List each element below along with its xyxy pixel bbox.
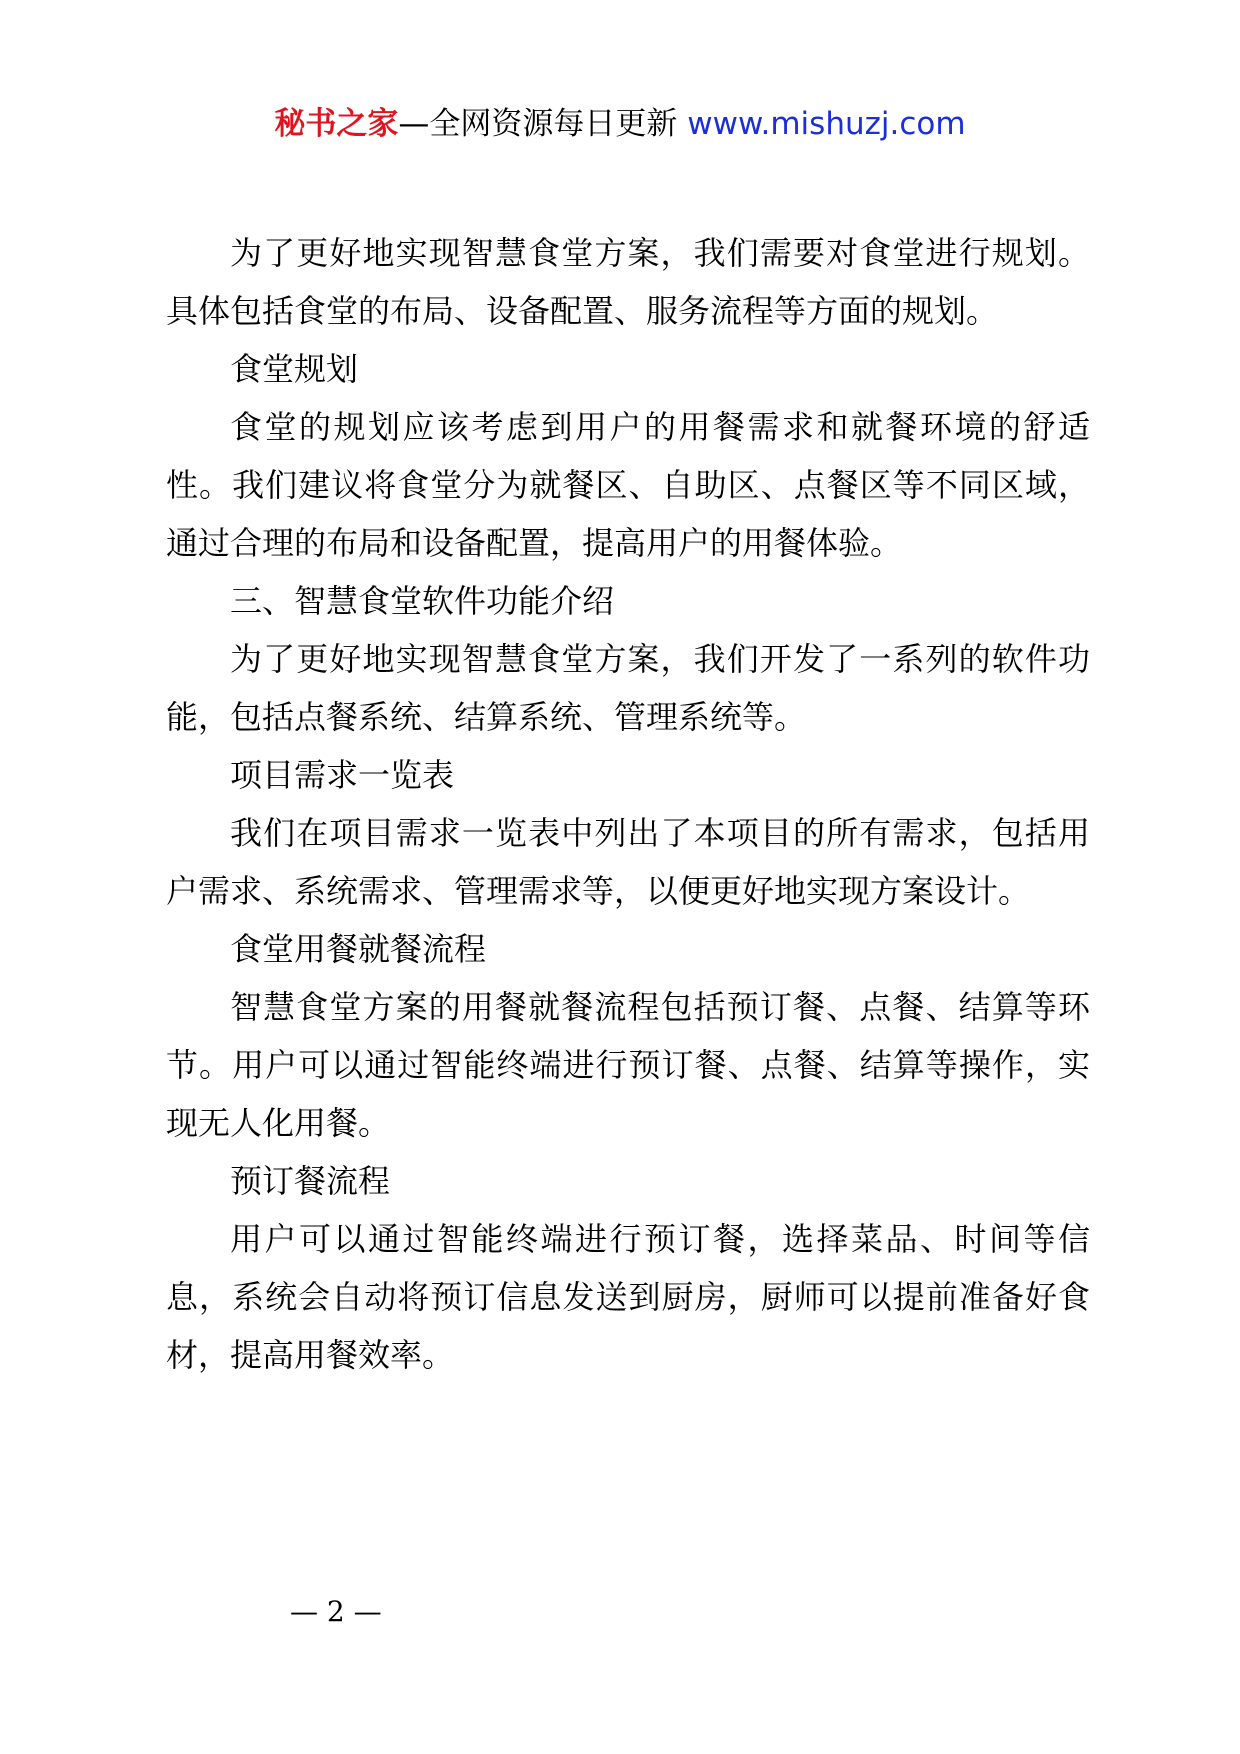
- paragraph: 为了更好地实现智慧食堂方案，我们需要对食堂进行规划。具体包括食堂的布局、设备配置、服务流程等方面的规划。: [166, 234, 1090, 330]
- document-body: [166, 224, 1090, 1384]
- section-heading: 三、智慧食堂软件功能介绍: [230, 582, 615, 620]
- section-heading: 预订餐流程: [230, 1162, 391, 1200]
- page-header: [0, 88, 1240, 160]
- paragraph: 智慧食堂方案的用餐就餐流程包括预订餐、点餐、结算等环节。用户可以通过智能终端进行预订餐、点餐、结算等操作，实现无人化用餐。: [166, 988, 1090, 1142]
- section-heading: 项目需求一览表: [230, 756, 455, 794]
- header-slogan: —全网资源每日更新: [398, 106, 678, 142]
- section-heading: 食堂用餐就餐流程: [230, 930, 487, 968]
- section-heading: 食堂规划: [230, 350, 359, 388]
- paragraph: 食堂的规划应该考虑到用户的用餐需求和就餐环境的舒适性。我们建议将食堂分为就餐区、自助区、点餐区等不同区域，通过合理的布局和设备配置，提高用户的用餐体验。: [166, 408, 1090, 562]
- header-brand: 秘书之家: [274, 106, 399, 142]
- page-number: — 2 —: [290, 1595, 382, 1628]
- paragraph: 用户可以通过智能终端进行预订餐，选择菜品、时间等信息，系统会自动将预订信息发送到厨房，厨师可以提前准备好食材，提高用餐效率。: [166, 1220, 1090, 1374]
- paragraph: 我们在项目需求一览表中列出了本项目的所有需求，包括用户需求、系统需求、管理需求等，以便更好地实现方案设计。: [166, 814, 1090, 910]
- paragraph: 为了更好地实现智慧食堂方案，我们开发了一系列的软件功能，包括点餐系统、结算系统、管理系统等。: [166, 640, 1090, 736]
- header-site-url: www.mishuzj.com: [687, 106, 966, 142]
